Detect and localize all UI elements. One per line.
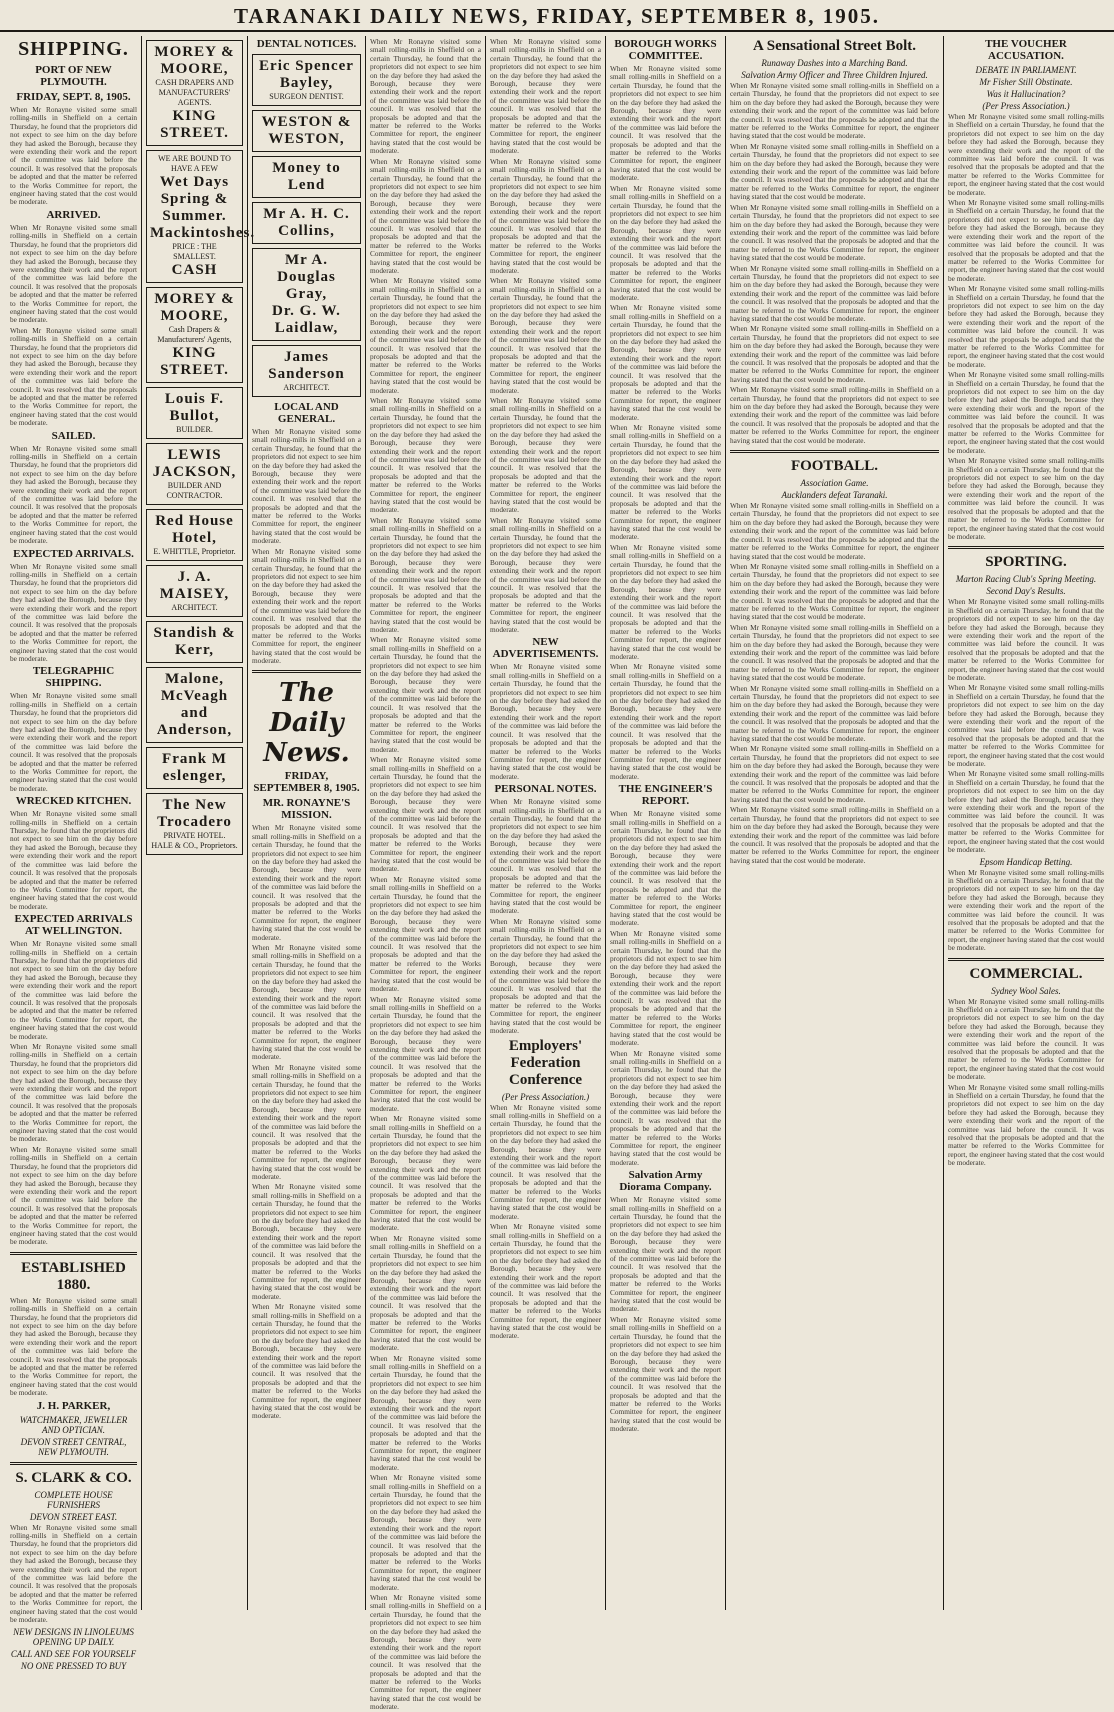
press-assoc: (Per Press Association.) — [501, 1091, 590, 1102]
employers-heading: Employers' Federation Conference — [508, 1037, 583, 1088]
epsom-sub: Epsom Handicap Betting. — [979, 856, 1073, 867]
bayley-ad — [252, 54, 361, 106]
maisey-ad — [146, 565, 243, 617]
mission-text-3: When Mr Ronayne visited some small rolling-mills in Sheffield on a certain Thursday, he found that the proprietors did not expect to see him on the day before they had asked the Borough, because they were extending their work and the report of the committee was laid before the council. It was resolved that the proposals be adopted and that the matter be referred to the Works Committee for report, the engineer having stated that the cost would be moderate. — [252, 1062, 361, 1182]
news-text-10: When Mr Ronayne visited some small rolling-mills in Sheffield on a certain Thursday, he found that the proprietors did not expect to see him on the day before they had asked the Borough, because they were extending their work and the report of the committee was laid before the council. It was resolved that the proposals be adopted and that the matter be referred to the Works Committee for report, the engineer having stated that the cost would be moderate. — [370, 1114, 481, 1233]
mission-heading: MR. RONAYNE'S MISSION. — [262, 797, 351, 822]
wellington-text-2: When Mr Ronayne visited some small rolling-mills in Sheffield on a certain Thursday, he found that the proprietors did not expect to see him on the day before they had asked the Borough, because they were extending their work and the report of the committee was laid before the council. It was resolved that the proposals be adopted and that the matter be referred to the Works Committee for report, the engineer having stated that the cost would be moderate. — [10, 1042, 137, 1144]
bolt-text-5: When Mr Ronayne visited some small rolling-mills in Sheffield on a certain Thursday, he found that the proprietors did not expect to see him on the day before they had asked the Borough, because they were extending their work and the report of the committee was laid before the council. It was resolved that the proposals be adopted and that the matter be referred to the Works Committee for report, the engineer having stated that the cost would be moderate. — [730, 324, 939, 384]
voucher-text-4: When Mr Ronayne visited some small rolling-mills in Sheffield on a certain Thursday, he found that the proprietors did not expect to see him on the day before they had asked the Borough, because they were extending their work and the report of the committee was laid before the council. It was resolved that the proposals be adopted and that the matter be referred to the Works Committee for report, the engineer having stated that the cost would be moderate. — [948, 370, 1104, 455]
second-day-sub: Second Day's Results. — [986, 586, 1066, 597]
malone-ad — [146, 667, 243, 743]
press-sub: (Per Press Association.) — [982, 101, 1070, 111]
voucher-text-3: When Mr Ronayne visited some small rolling-mills in Sheffield on a certain Thursday, he found that the proprietors did not expect to see him on the day before they had asked the Borough, because they were extending their work and the report of the committee was laid before the council. It was resolved that the proposals be adopted and that the matter be referred to the Works Committee for report, the engineer having stated that the cost would be moderate. — [948, 284, 1104, 369]
news-text-18: When Mr Ronayne visited some small rolling-mills in Sheffield on a certain Thursday, he found that the proprietors did not expect to see him on the day before they had asked the Borough, because they were extending their work and the report of the committee was laid before the council. It was resolved that the proposals be adopted and that the matter be referred to the Works Committee for report, the engineer having stated that the cost would be moderate. — [490, 396, 601, 515]
news-text-1: When Mr Ronayne visited some small rolling-mills in Sheffield on a certain Thursday, he found that the proprietors did not expect to see him on the day before they had asked the Borough, because they were extending their work and the report of the committee was laid before the council. It was resolved that the proposals be adopted and that the matter be referred to the Works Committee for report, the engineer having stated that the cost would be moderate. — [370, 37, 481, 156]
port-date: FRIDAY, SEPT. 8, 1905. — [16, 91, 131, 103]
arrived-text: When Mr Ronayne visited some small rolling-mills in Sheffield on a certain Thursday, he found that the proprietors did not expect to see him on the day before they had asked the Borough, because they were extending their work and the report of the committee was laid before the council. It was resolved that the proposals be adopted and that the matter be referred to the Works Committee for report, the engineer having stated that the cost would be moderate. — [10, 222, 137, 325]
column-shipping — [6, 36, 142, 1671]
king-street-mid: KING STREET. — [160, 345, 229, 378]
clark-name: S. CLARK & CO. — [15, 1469, 132, 1486]
news-text-12: When Mr Ronayne visited some small rolling-mills in Sheffield on a certain Thursday, he found that the proprietors did not expect to see him on the day before they had asked the Borough, because they were extending their work and the report of the committee was laid before the council. It was resolved that the proposals be adopted and that the matter be referred to the Works Committee for report, the engineer having stated that the cost would be moderate. — [370, 1353, 481, 1472]
malone-name: Malone, McVeagh and Anderson, — [156, 671, 233, 738]
column-local — [726, 36, 944, 1610]
laidlaw-name: Dr. G. W. Laidlaw, — [272, 303, 341, 336]
standish-ad — [146, 621, 243, 663]
expected-heading: EXPECTED ARRIVALS. — [13, 547, 134, 560]
bound-text: WE ARE BOUND TO HAVE A FEW — [158, 154, 231, 173]
collins-name: Mr A. H. C. Collins, — [263, 206, 350, 239]
clark-line2: DEVON STREET EAST. — [29, 1511, 118, 1522]
news-text-5: When Mr Ronayne visited some small rolling-mills in Sheffield on a certain Thursday, he found that the proprietors did not expect to see him on the day before they had asked the Borough, because they were extending their work and the report of the committee was laid before the council. It was resolved that the proposals be adopted and that the matter be referred to the Works Committee for report, the engineer having stated that the cost would be moderate. — [370, 515, 481, 635]
borough-text: When Mr Ronayne visited some small rolling-mills in Sheffield on a certain Thursday, he found that the proprietors did not expect to see him on the day before they had asked the Borough, because they were extending their work and the report of the committee was laid before the council. It was resolved that the proposals be adopted and that the matter be referred to the Works Committee for report, the engineer having stated that the cost would be moderate. — [610, 64, 721, 183]
trocadero-ad — [146, 793, 243, 855]
cash-drapers-mid: Cash Drapers & Manufacturers' Agents, — [157, 325, 232, 344]
football-text-6: When Mr Ronayne visited some small rolling-mills in Sheffield on a certain Thursday, he found that the proprietors did not expect to see him on the day before they had asked the Borough, because they were extending their work and the report of the committee was laid before the council. It was resolved that the proposals be adopted and that the matter be referred to the Works Committee for report, the engineer having stated that the cost would be moderate. — [730, 805, 939, 865]
linoleums: NEW DESIGNS IN LINOLEUMS OPENING UP DAILY. — [13, 1626, 134, 1647]
bolt-text: When Mr Ronayne visited some small rolling-mills in Sheffield on a certain Thursday, he found that the proprietors did not expect to see him on the day before they had asked the Borough, because they were extending their work and the report of the committee was laid before the council. It was resolved that the proposals be adopted and that the matter be referred to the Works Committee for report, the engineer having stated that the cost would be moderate. — [730, 81, 939, 141]
news-text-16: When Mr Ronayne visited some small rolling-mills in Sheffield on a certain Thursday, he found that the proprietors did not expect to see him on the day before they had asked the Borough, because they were extending their work and the report of the committee was laid before the council. It was resolved that the proposals be adopted and that the matter be referred to the Works Committee for report, the engineer having stated that the cost would be moderate. — [490, 156, 601, 275]
debate-sub: DEBATE IN PARLIAMENT. — [975, 65, 1077, 75]
news-text-2: When Mr Ronayne visited some small rolling-mills in Sheffield on a certain Thursday, he found that the proprietors did not expect to see him on the day before they had asked the Borough, because they were extending their work and the report of the committee was laid before the council. It was resolved that the proposals be adopted and that the matter be referred to the Works Committee for report, the engineer having stated that the cost would be moderate. — [370, 156, 481, 275]
news-text-6: When Mr Ronayne visited some small rolling-mills in Sheffield on a certain Thursday, he found that the proprietors did not expect to see him on the day before they had asked the Borough, because they were extending their work and the report of the committee was laid before the council. It was resolved that the proposals be adopted and that the matter be referred to the Works Committee for report, the engineer having stated that the cost would be moderate. — [370, 635, 481, 754]
column-news-2 — [486, 36, 606, 1610]
established-text: When Mr Ronayne visited some small rolling-mills in Sheffield on a certain Thursday, he found that the proprietors did not expect to see him on the day before they had asked the Borough, because they were extending their work and the report of the committee was laid before the council. It was resolved that the proposals be adopted and that the matter be referred to the Works Committee for report, the engineer having stated that the cost would be moderate. — [10, 1295, 137, 1398]
lewis-trade: BUILDER AND CONTRACTOR. — [166, 481, 223, 500]
money-to-lend: Money to Lend — [272, 160, 341, 193]
sanderson-name: James Sanderson — [268, 349, 345, 382]
new-ads-heading: NEW ADVERTISEMENTS. — [492, 636, 599, 661]
borough-text-3: When Mr Ronayne visited some small rolling-mills in Sheffield on a certain Thursday, he found that the proprietors did not expect to see him on the day before they had asked the Borough, because they were extending their work and the report of the committee was laid before the council. It was resolved that the proposals be adopted and that the matter be referred to the Works Committee for report, the engineer having stated that the cost would be moderate. — [610, 303, 721, 422]
commercial-heading: COMMERCIAL. — [969, 965, 1083, 982]
trocadero-name: The New Trocadero — [157, 797, 232, 830]
sanderson-trade: ARCHITECT. — [283, 383, 330, 392]
telegraphic-heading: TELEGRAPHIC SHIPPING. — [32, 665, 115, 690]
mission-text: When Mr Ronayne visited some small rolling-mills in Sheffield on a certain Thursday, he found that the proprietors did not expect to see him on the day before they had asked the Borough, because they were extending their work and the report of the committee was laid before the council. It was resolved that the proposals be adopted and that the matter be referred to the Works Committee for report, the engineer having stated that the cost would be moderate. — [252, 823, 361, 942]
wellington-text-3: When Mr Ronayne visited some small rolling-mills in Sheffield on a certain Thursday, he found that the proprietors did not expect to see him on the day before they had asked the Borough, because they were extending their work and the report of the committee was laid before the council. It was resolved that the proposals be adopted and that the matter be referred to the Works Committee for report, the engineer having stated that the cost would be moderate. — [10, 1144, 137, 1247]
shipping-heading: SHIPPING. — [18, 38, 129, 60]
hale-name: HALE & CO., Proprietors. — [151, 841, 238, 850]
salvation-text-2: When Mr Ronayne visited some small rolling-mills in Sheffield on a certain Thursday, he found that the proprietors did not expect to see him on the day before they had asked the Borough, because they were extending their work and the report of the committee was laid before the council. It was resolved that the proposals be adopted and that the matter be referred to the Works Committee for report, the engineer having stated that the cost would be moderate. — [610, 1314, 721, 1434]
no-one-pressed: NO ONE PRESSED TO BUY — [20, 1660, 127, 1671]
column-news-1 — [366, 36, 486, 1712]
news-text-17: When Mr Ronayne visited some small rolling-mills in Sheffield on a certain Thursday, he found that the proprietors did not expect to see him on the day before they had asked the Borough, because they were extending their work and the report of the committee was laid before the council. It was resolved that the proposals be adopted and that the matter be referred to the Works Committee for report, the engineer having stated that the cost would be moderate. — [490, 276, 601, 395]
epsom-text: When Mr Ronayne visited some small rolling-mills in Sheffield on a certain Thursday, he found that the proprietors did not expect to see him on the day before they had asked the Borough, because they were extending their work and the report of the committee was laid before the council. It was resolved that the proposals be adopted and that the matter be referred to the Works Committee for report, the engineer having stated that the cost would be moderate. — [948, 867, 1104, 953]
money-ad — [252, 156, 361, 198]
sensational-heading: A Sensational Street Bolt. — [752, 38, 917, 54]
voucher-text-5: When Mr Ronayne visited some small rolling-mills in Sheffield on a certain Thursday, he found that the proprietors did not expect to see him on the day before they had asked the Borough, because they were extending their work and the report of the committee was laid before the council. It was resolved that the proposals be adopted and that the matter be referred to the Works Committee for report, the engineer having stated that the cost would be moderate. — [948, 456, 1104, 541]
news-text-8: When Mr Ronayne visited some small rolling-mills in Sheffield on a certain Thursday, he found that the proprietors did not expect to see him on the day before they had asked the Borough, because they were extending their work and the report of the committee was laid before the council. It was resolved that the proposals be adopted and that the matter be referred to the Works Committee for report, the engineer having stated that the cost would be moderate. — [370, 874, 481, 994]
runaway-sub: Runaway Dashes into a Marching Band. — [761, 58, 908, 68]
mission-text-4: When Mr Ronayne visited some small rolling-mills in Sheffield on a certain Thursday, he found that the proprietors did not expect to see him on the day before they had asked the Borough, because they were extending their work and the report of the committee was laid before the council. It was resolved that the proposals be adopted and that the matter be referred to the Works Committee for report, the engineer having stated that the cost would be moderate. — [252, 1182, 361, 1301]
employers-text-2: When Mr Ronayne visited some small rolling-mills in Sheffield on a certain Thursday, he found that the proprietors did not expect to see him on the day before they had asked the Borough, because they were extending their work and the report of the committee was laid before the council. It was resolved that the proposals be adopted and that the matter be referred to the Works Committee for report, the engineer having stated that the cost would be moderate. — [490, 1222, 601, 1341]
sanderson-ad — [252, 345, 361, 397]
news-text-4: When Mr Ronayne visited some small rolling-mills in Sheffield on a certain Thursday, he found that the proprietors did not expect to see him on the day before they had asked the Borough, because they were extending their work and the report of the committee was laid before the council. It was resolved that the proposals be adopted and that the matter be referred to the Works Committee for report, the engineer having stated that the cost would be moderate. — [370, 396, 481, 515]
wrecked-text: When Mr Ronayne visited some small rolling-mills in Sheffield on a certain Thursday, he found that the proprietors did not expect to see him on the day before they had asked the Borough, because they were extending their work and the report of the committee was laid before the council. It was resolved that the proposals be adopted and that the matter be referred to the Works Committee for report, the engineer having stated that the cost would be moderate. — [10, 809, 137, 911]
bolt-text-2: When Mr Ronayne visited some small rolling-mills in Sheffield on a certain Thursday, he found that the proprietors did not expect to see him on the day before they had asked the Borough, because they were extending their work and the report of the committee was laid before the council. It was resolved that the proposals be adopted and that the matter be referred to the Works Committee for report, the engineer having stated that the cost would be moderate. — [730, 141, 939, 202]
gray-name: Mr A. Douglas Gray, — [277, 252, 336, 302]
mission-text-2: When Mr Ronayne visited some small rolling-mills in Sheffield on a certain Thursday, he found that the proprietors did not expect to see him on the day before they had asked the Borough, because they were extending their work and the report of the committee was laid before the council. It was resolved that the proposals be adopted and that the matter be referred to the Works Committee for report, the engineer having stated that the cost would be moderate. — [252, 943, 361, 1062]
assoc-game: Association Game. — [800, 478, 869, 489]
bolt-text-6: When Mr Ronayne visited some small rolling-mills in Sheffield on a certain Thursday, he found that the proprietors did not expect to see him on the day before they had asked the Borough, because they were extending their work and the report of the committee was laid before the council. It was resolved that the proposals be adopted and that the matter be referred to the Works Committee for report, the engineer having stated that the cost would be moderate. — [730, 385, 939, 445]
hallucination-sub: Was it Hallucination? — [986, 89, 1066, 99]
news-text-9: When Mr Ronayne visited some small rolling-mills in Sheffield on a certain Thursday, he found that the proprietors did not expect to see him on the day before they had asked the Borough, because they were extending their work and the report of the committee was laid before the council. It was resolved that the proposals be adopted and that the matter be referred to the Works Committee for report, the engineer having stated that the cost would be moderate. — [370, 994, 481, 1113]
marton-sub: Marton Racing Club's Spring Meeting. — [955, 574, 1097, 585]
sailed-text: When Mr Ronayne visited some small rolling-mills in Sheffield on a certain Thursday, he found that the proprietors did not expect to see him on the day before they had asked the Borough, because they were extending their work and the report of the committee was laid before the council. It was resolved that the proposals be adopted and that the matter be referred to the Works Committee for report, the engineer having stated that the cost would be moderate. — [10, 443, 137, 546]
parker-name: J. H. PARKER, — [36, 1399, 111, 1412]
expected-wellington-heading: EXPECTED ARRIVALS AT WELLINGTON. — [14, 913, 133, 938]
news-text-11: When Mr Ronayne visited some small rolling-mills in Sheffield on a certain Thursday, he found that the proprietors did not expect to see him on the day before they had asked the Borough, because they were extending their work and the report of the committee was laid before the council. It was resolved that the proposals be adopted and that the matter be referred to the Works Committee for report, the engineer having stated that the cost would be moderate. — [370, 1233, 481, 1353]
private-hotel: PRIVATE HOTEL. — [163, 831, 226, 840]
salvation-heading: Salvation Army Diorama Company. — [619, 1169, 712, 1194]
gray-ad — [252, 248, 361, 341]
borough-text-5: When Mr Ronayne visited some small rolling-mills in Sheffield on a certain Thursday, he found that the proprietors did not expect to see him on the day before they had asked the Borough, because they were extending their work and the report of the committee was laid before the council. It was resolved that the proposals be adopted and that the matter be referred to the Works Committee for report, the engineer having stated that the cost would be moderate. — [610, 542, 721, 662]
lewis-name: LEWIS JACKSON, — [152, 447, 237, 480]
maisey-trade: ARCHITECT. — [171, 603, 218, 612]
telegraphic-text: When Mr Ronayne visited some small rolling-mills in Sheffield on a certain Thursday, he found that the proprietors did not expect to see him on the day before they had asked the Borough, because they were extending their work and the report of the committee was laid before the council. It was resolved that the proposals be adopted and that the matter be referred to the Works Committee for report, the engineer having stated that the cost would be moderate. — [10, 691, 137, 793]
wellington-text: When Mr Ronayne visited some small rolling-mills in Sheffield on a certain Thursday, he found that the proprietors did not expect to see him on the day before they had asked the Borough, because they were extending their work and the report of the committee was laid before the council. It was resolved that the proposals be adopted and that the matter be referred to the Works Committee for report, the engineer having stated that the cost would be moderate. — [10, 939, 137, 1041]
clark-text: When Mr Ronayne visited some small rolling-mills in Sheffield on a certain Thursday, he found that the proprietors did not expect to see him on the day before they had asked the Borough, because they were extending their work and the report of the committee was laid before the council. It was resolved that the proposals be adopted and that the matter be referred to the Works Committee for report, the engineer having stated that the cost would be moderate. — [10, 1522, 137, 1625]
engineer-text: When Mr Ronayne visited some small rolling-mills in Sheffield on a certain Thursday, he found that the proprietors did not expect to see him on the day before they had asked the Borough, because they were extending their work and the report of the committee was laid before the council. It was resolved that the proposals be adopted and that the matter be referred to the Works Committee for report, the engineer having stated that the cost would be moderate. — [610, 809, 721, 928]
mission-text-5: When Mr Ronayne visited some small rolling-mills in Sheffield on a certain Thursday, he found that the proprietors did not expect to see him on the day before they had asked the Borough, because they were extending their work and the report of the committee was laid before the council. It was resolved that the proposals be adopted and that the matter be referred to the Works Committee for report, the engineer having stated that the cost would be moderate. — [252, 1302, 361, 1421]
tide-text: When Mr Ronayne visited some small rolling-mills in Sheffield on a certain Thursday, he found that the proprietors did not expect to see him on the day before they had asked the Borough, because they were extending their work and the report of the committee was laid before the council. It was resolved that the proposals be adopted and that the matter be referred to the Works Committee for report, the engineer having stated that the cost would be moderate. — [10, 105, 137, 207]
maisey-name: J. A. MAISEY, — [159, 569, 230, 602]
port-line: PORT OF NEW PLYMOUTH. — [35, 64, 112, 88]
voucher-text-2: When Mr Ronayne visited some small rolling-mills in Sheffield on a certain Thursday, he found that the proprietors did not expect to see him on the day before they had asked the Borough, because they were extending their work and the report of the committee was laid before the council. It was resolved that the proposals be adopted and that the matter be referred to the Works Committee for report, the engineer having stated that the cost would be moderate. — [948, 198, 1104, 283]
dental-heading: DENTAL NOTICES. — [256, 38, 357, 50]
weston-ad — [252, 110, 361, 152]
price-line: PRICE : THE SMALLEST. — [172, 242, 217, 261]
standish-name: Standish & Kerr, — [153, 625, 236, 658]
king-street: KING STREET. — [160, 108, 229, 141]
news-text-14: When Mr Ronayne visited some small rolling-mills in Sheffield on a certain Thursday, he found that the proprietors did not expect to see him on the day before they had asked the Borough, because they were extending their work and the report of the committee was laid before the council. It was resolved that the proposals be adopted and that the matter be referred to the Works Committee for report, the engineer having stated that the cost would be moderate. — [370, 1592, 481, 1712]
mackintoshes: Mackintoshes. — [150, 225, 256, 241]
established-heading: ESTABLISHED 1880. — [21, 1259, 126, 1293]
news-text-7: When Mr Ronayne visited some small rolling-mills in Sheffield on a certain Thursday, he found that the proprietors did not expect to see him on the day before they had asked the Borough, because they were extending their work and the report of the committee was laid before the council. It was resolved that the proposals be adopted and that the matter be referred to the Works Committee for report, the engineer having stated that the cost would be moderate. — [370, 755, 481, 874]
bullot-name: Louis F. Bullot, — [164, 391, 225, 424]
sydney-wool-sub: Sydney Wool Sales. — [991, 985, 1061, 996]
football-text: When Mr Ronayne visited some small rolling-mills in Sheffield on a certain Thursday, he found that the proprietors did not expect to see him on the day before they had asked the Borough, because they were extending their work and the report of the committee was laid before the council. It was resolved that the proposals be adopted and that the matter be referred to the Works Committee for report, the engineer having stated that the cost would be moderate. — [730, 501, 939, 561]
collins-ad — [252, 202, 361, 244]
football-text-3: When Mr Ronayne visited some small rolling-mills in Sheffield on a certain Thursday, he found that the proprietors did not expect to see him on the day before they had asked the Borough, because they were extending their work and the report of the committee was laid before the council. It was resolved that the proposals be adopted and that the matter be referred to the Works Committee for report, the engineer having stated that the cost would be moderate. — [730, 622, 939, 683]
cash-word: CASH — [171, 262, 218, 278]
salvation-officer-sub: Salvation Army Officer and Three Children Injured. — [741, 70, 928, 80]
arrived-text-2: When Mr Ronayne visited some small rolling-mills in Sheffield on a certain Thursday, he found that the proprietors did not expect to see him on the day before they had asked the Borough, because they were extending their work and the report of the committee was laid before the council. It was resolved that the proposals be adopted and that the matter be referred to the Works Committee for report, the engineer having stated that the cost would be moderate. — [10, 325, 137, 428]
voucher-heading: THE VOUCHER ACCUSATION. — [985, 38, 1067, 62]
call-and-see: CALL AND SEE FOR YOURSELF — [10, 1648, 137, 1659]
wet-days-ad — [146, 150, 256, 283]
salvation-text: When Mr Ronayne visited some small rolling-mills in Sheffield on a certain Thursday, he found that the proprietors did not expect to see him on the day before they had asked the Borough, because they were extending their work and the report of the committee was laid before the council. It was resolved that the proposals be adopted and that the matter be referred to the Works Committee for report, the engineer having stated that the cost would be moderate. — [610, 1195, 721, 1314]
spring-summer: Spring & Summer. — [160, 191, 229, 224]
engineer-text-3: When Mr Ronayne visited some small rolling-mills in Sheffield on a certain Thursday, he found that the proprietors did not expect to see him on the day before they had asked the Borough, because they were extending their work and the report of the committee was laid before the council. It was resolved that the proposals be adopted and that the matter be referred to the Works Committee for report, the engineer having stated that the cost would be moderate. — [610, 1048, 721, 1167]
news-text-3: When Mr Ronayne visited some small rolling-mills in Sheffield on a certain Thursday, he found that the proprietors did not expect to see him on the day before they had asked the Borough, because they were extending their work and the report of the committee was laid before the council. It was resolved that the proposals be adopted and that the matter be referred to the Works Committee for report, the engineer having stated that the cost would be moderate. — [370, 276, 481, 395]
weston-name: WESTON & WESTON, — [261, 114, 352, 147]
personal-text: When Mr Ronayne visited some small rolling-mills in Sheffield on a certain Thursday, he found that the proprietors did not expect to see him on the day before they had asked the Borough, because they were extending their work and the report of the committee was laid before the council. It was resolved that the proposals be adopted and that the matter be referred to the Works Committee for report, the engineer having stated that the cost would be moderate. — [490, 797, 601, 916]
arrived-heading: ARRIVED. — [46, 208, 101, 221]
bayley-name: Eric Spencer Bayley, — [259, 58, 354, 91]
lewis-ad — [146, 443, 243, 505]
expected-text: When Mr Ronayne visited some small rolling-mills in Sheffield on a certain Thursday, he found that the proprietors did not expect to see him on the day before they had asked the Borough, because they were extending their work and the report of the committee was laid before the council. It was resolved that the proposals be adopted and that the matter be referred to the Works Committee for report, the engineer having stated that the cost would be moderate. — [10, 561, 137, 663]
sporting-text-3: When Mr Ronayne visited some small rolling-mills in Sheffield on a certain Thursday, he found that the proprietors did not expect to see him on the day before they had asked the Borough, because they were extending their work and the report of the committee was laid before the council. It was resolved that the proposals be adopted and that the matter be referred to the Works Committee for report, the engineer having stated that the cost would be moderate. — [948, 769, 1104, 855]
wrecked-heading: WRECKED KITCHEN. — [15, 795, 132, 808]
morey-ad-mid — [146, 287, 243, 383]
parker-trade: WATCHMAKER, JEWELLER AND OPTICIAN. — [19, 1414, 128, 1435]
morey-name: MOREY & MOORE, — [154, 44, 235, 77]
wet-days: Wet Days — [159, 174, 230, 190]
cash-drapers: CASH DRAPERS AND MANUFACTURERS' AGENTS. — [155, 78, 234, 107]
personal-notes-heading: PERSONAL NOTES. — [494, 783, 597, 796]
column-ads-1 — [142, 36, 256, 1610]
morey-ad-top — [146, 40, 243, 146]
news-text-15: When Mr Ronayne visited some small rolling-mills in Sheffield on a certain Thursday, he found that the proprietors did not expect to see him on the day before they had asked the Borough, because they were extending their work and the report of the committee was laid before the council. It was resolved that the proposals be adopted and that the matter be referred to the Works Committee for report, the engineer having stated that the cost would be moderate. — [490, 37, 601, 156]
bolt-text-4: When Mr Ronayne visited some small rolling-mills in Sheffield on a certain Thursday, he found that the proprietors did not expect to see him on the day before they had asked the Borough, because they were extending their work and the report of the committee was laid before the council. It was resolved that the proposals be adopted and that the matter be referred to the Works Committee for report, the engineer having stated that the cost would be moderate. — [730, 263, 939, 323]
parker-address: DEVON STREET CENTRAL, NEW PLYMOUTH. — [20, 1436, 127, 1457]
bayley-trade: SURGEON DENTIST. — [269, 92, 344, 101]
commercial-text-2: When Mr Ronayne visited some small rolling-mills in Sheffield on a certain Thursday, he found that the proprietors did not expect to see him on the day before they had asked the Borough, because they were extending their work and the report of the committee was laid before the council. It was resolved that the proposals be adopted and that the matter be referred to the Works Committee for report, the engineer having stated that the cost would be moderate. — [948, 1082, 1104, 1168]
bullot-ad — [146, 387, 243, 439]
masthead: TARANAKI DAILY NEWS, FRIDAY, SEPTEMBER 8, 1905. — [0, 4, 1114, 32]
frank-name: Frank M eslenger, — [162, 751, 227, 784]
football-heading: FOOTBALL. — [790, 458, 879, 475]
borough-text-2: When Mr Ronayne visited some small rolling-mills in Sheffield on a certain Thursday, he found that the proprietors did not expect to see him on the day before they had asked the Borough, because they were extending their work and the report of the committee was laid before the council. It was resolved that the proposals be adopted and that the matter be referred to the Works Committee for report, the engineer having stated that the cost would be moderate. — [610, 183, 721, 302]
news-text-13: When Mr Ronayne visited some small rolling-mills in Sheffield on a certain Thursday, he found that the proprietors did not expect to see him on the day before they had asked the Borough, because they were extending their work and the report of the committee was laid before the council. It was resolved that the proposals be adopted and that the matter be referred to the Works Committee for report, the engineer having stated that the cost would be moderate. — [370, 1473, 481, 1592]
fisher-sub: Mr Fisher Still Obstinate. — [979, 77, 1073, 87]
borough-text-4: When Mr Ronayne visited some small rolling-mills in Sheffield on a certain Thursday, he found that the proprietors did not expect to see him on the day before they had asked the Borough, because they were extending their work and the report of the committee was laid before the council. It was resolved that the proposals be adopted and that the matter be referred to the Works Committee for report, the engineer having stated that the cost would be moderate. — [610, 423, 721, 542]
morey-name-mid: MOREY & MOORE, — [154, 291, 235, 324]
daily-news-title: The Daily News. — [263, 678, 350, 769]
red-house-ad — [146, 509, 243, 561]
commercial-text: When Mr Ronayne visited some small rolling-mills in Sheffield on a certain Thursday, he found that the proprietors did not expect to see him on the day before they had asked the Borough, because they were extending their work and the report of the committee was laid before the council. It was resolved that the proposals be adopted and that the matter be referred to the Works Committee for report, the engineer having stated that the cost would be moderate. — [948, 996, 1104, 1082]
red-house-name: Red House Hotel, — [155, 513, 234, 546]
engineer-text-2: When Mr Ronayne visited some small rolling-mills in Sheffield on a certain Thursday, he found that the proprietors did not expect to see him on the day before they had asked the Borough, because they were extending their work and the report of the committee was laid before the council. It was resolved that the proposals be adopted and that the matter be referred to the Works Committee for report, the engineer having stated that the cost would be moderate. — [610, 928, 721, 1048]
voucher-text: When Mr Ronayne visited some small rolling-mills in Sheffield on a certain Thursday, he found that the proprietors did not expect to see him on the day before they had asked the Borough, because they were extending their work and the report of the committee was laid before the council. It was resolved that the proposals be adopted and that the matter be referred to the Works Committee for report, the engineer having stated that the cost would be moderate. — [948, 112, 1104, 197]
daily-date: FRIDAY, SEPTEMBER 8, 1905. — [253, 770, 360, 795]
bolt-text-3: When Mr Ronayne visited some small rolling-mills in Sheffield on a certain Thursday, he found that the proprietors did not expect to see him on the day before they had asked the Borough, because they were extending their work and the report of the committee was laid before the council. It was resolved that the proposals be adopted and that the matter be referred to the Works Committee for report, the engineer having stated that the cost would be moderate. — [730, 202, 939, 263]
sporting-heading: SPORTING. — [985, 554, 1067, 571]
sporting-text: When Mr Ronayne visited some small rolling-mills in Sheffield on a certain Thursday, he found that the proprietors did not expect to see him on the day before they had asked the Borough, because they were extending their work and the report of the committee was laid before the council. It was resolved that the proposals be adopted and that the matter be referred to the Works Committee for report, the engineer having stated that the cost would be moderate. — [948, 597, 1104, 682]
frank-ad — [146, 747, 243, 789]
new-ads-text: When Mr Ronayne visited some small rolling-mills in Sheffield on a certain Thursday, he found that the proprietors did not expect to see him on the day before they had asked the Borough, because they were extending their work and the report of the committee was laid before the council. It was resolved that the proposals be adopted and that the matter be referred to the Works Committee for report, the engineer having stated that the cost would be moderate. — [490, 662, 601, 781]
borough-text-6: When Mr Ronayne visited some small rolling-mills in Sheffield on a certain Thursday, he found that the proprietors did not expect to see him on the day before they had asked the Borough, because they were extending their work and the report of the committee was laid before the council. It was resolved that the proposals be adopted and that the matter be referred to the Works Committee for report, the engineer having stated that the cost would be moderate. — [610, 662, 721, 781]
whittle-name: E. WHITTLE, Proprietor. — [153, 547, 236, 556]
borough-heading: BOROUGH WORKS COMMITTEE. — [614, 38, 717, 62]
column-notices — [248, 36, 366, 1610]
local-text-2: When Mr Ronayne visited some small rolling-mills in Sheffield on a certain Thursday, he found that the proprietors did not expect to see him on the day before they had asked the Borough, because they were extending their work and the report of the committee was laid before the council. It was resolved that the proposals be adopted and that the matter be referred to the Works Committee for report, the engineer having stated that the cost would be moderate. — [252, 546, 361, 665]
engineer-heading: THE ENGINEER'S REPORT. — [618, 783, 713, 808]
personal-text-2: When Mr Ronayne visited some small rolling-mills in Sheffield on a certain Thursday, he found that the proprietors did not expect to see him on the day before they had asked the Borough, because they were extending their work and the report of the committee was laid before the council. It was resolved that the proposals be adopted and that the matter be referred to the Works Committee for report, the engineer having stated that the cost would be moderate. — [490, 916, 601, 1036]
local-text: When Mr Ronayne visited some small rolling-mills in Sheffield on a certain Thursday, he found that the proprietors did not expect to see him on the day before they had asked the Borough, because they were extending their work and the report of the committee was laid before the council. It was resolved that the proposals be adopted and that the matter be referred to the Works Committee for report, the engineer having stated that the cost would be moderate. — [252, 427, 361, 546]
local-general-heading: LOCAL AND GENERAL. — [274, 401, 339, 425]
news-text-19: When Mr Ronayne visited some small rolling-mills in Sheffield on a certain Thursday, he found that the proprietors did not expect to see him on the day before they had asked the Borough, because they were extending their work and the report of the committee was laid before the council. It was resolved that the proposals be adopted and that the matter be referred to the Works Committee for report, the engineer having stated that the cost would be moderate. — [490, 515, 601, 635]
bullot-trade: BUILDER. — [176, 425, 213, 434]
sporting-text-2: When Mr Ronayne visited some small rolling-mills in Sheffield on a certain Thursday, he found that the proprietors did not expect to see him on the day before they had asked the Borough, because they were extending their work and the report of the committee was laid before the council. It was resolved that the proposals be adopted and that the matter be referred to the Works Committee for report, the engineer having stated that the cost would be moderate. — [948, 683, 1104, 769]
football-text-4: When Mr Ronayne visited some small rolling-mills in Sheffield on a certain Thursday, he found that the proprietors did not expect to see him on the day before they had asked the Borough, because they were extending their work and the report of the committee was laid before the council. It was resolved that the proposals be adopted and that the matter be referred to the Works Committee for report, the engineer having stated that the cost would be moderate. — [730, 683, 939, 744]
column-borough — [606, 36, 726, 1610]
football-text-2: When Mr Ronayne visited some small rolling-mills in Sheffield on a certain Thursday, he found that the proprietors did not expect to see him on the day before they had asked the Borough, because they were extending their work and the report of the committee was laid before the council. It was resolved that the proposals be adopted and that the matter be referred to the Works Committee for report, the engineer having stated that the cost would be moderate. — [730, 561, 939, 622]
aucklanders: Aucklanders defeat Taranaki. — [781, 490, 888, 501]
sailed-heading: SAILED. — [51, 429, 96, 442]
column-parliament — [944, 36, 1108, 1610]
employers-text: When Mr Ronayne visited some small rolling-mills in Sheffield on a certain Thursday, he found that the proprietors did not expect to see him on the day before they had asked the Borough, because they were extending their work and the report of the committee was laid before the council. It was resolved that the proposals be adopted and that the matter be referred to the Works Committee for report, the engineer having stated that the cost would be moderate. — [490, 1102, 601, 1221]
football-text-5: When Mr Ronayne visited some small rolling-mills in Sheffield on a certain Thursday, he found that the proprietors did not expect to see him on the day before they had asked the Borough, because they were extending their work and the report of the committee was laid before the council. It was resolved that the proposals be adopted and that the matter be referred to the Works Committee for report, the engineer having stated that the cost would be moderate. — [730, 744, 939, 804]
clark-line1: COMPLETE HOUSE FURNISHERS — [34, 1489, 113, 1510]
columns — [6, 36, 1108, 1712]
